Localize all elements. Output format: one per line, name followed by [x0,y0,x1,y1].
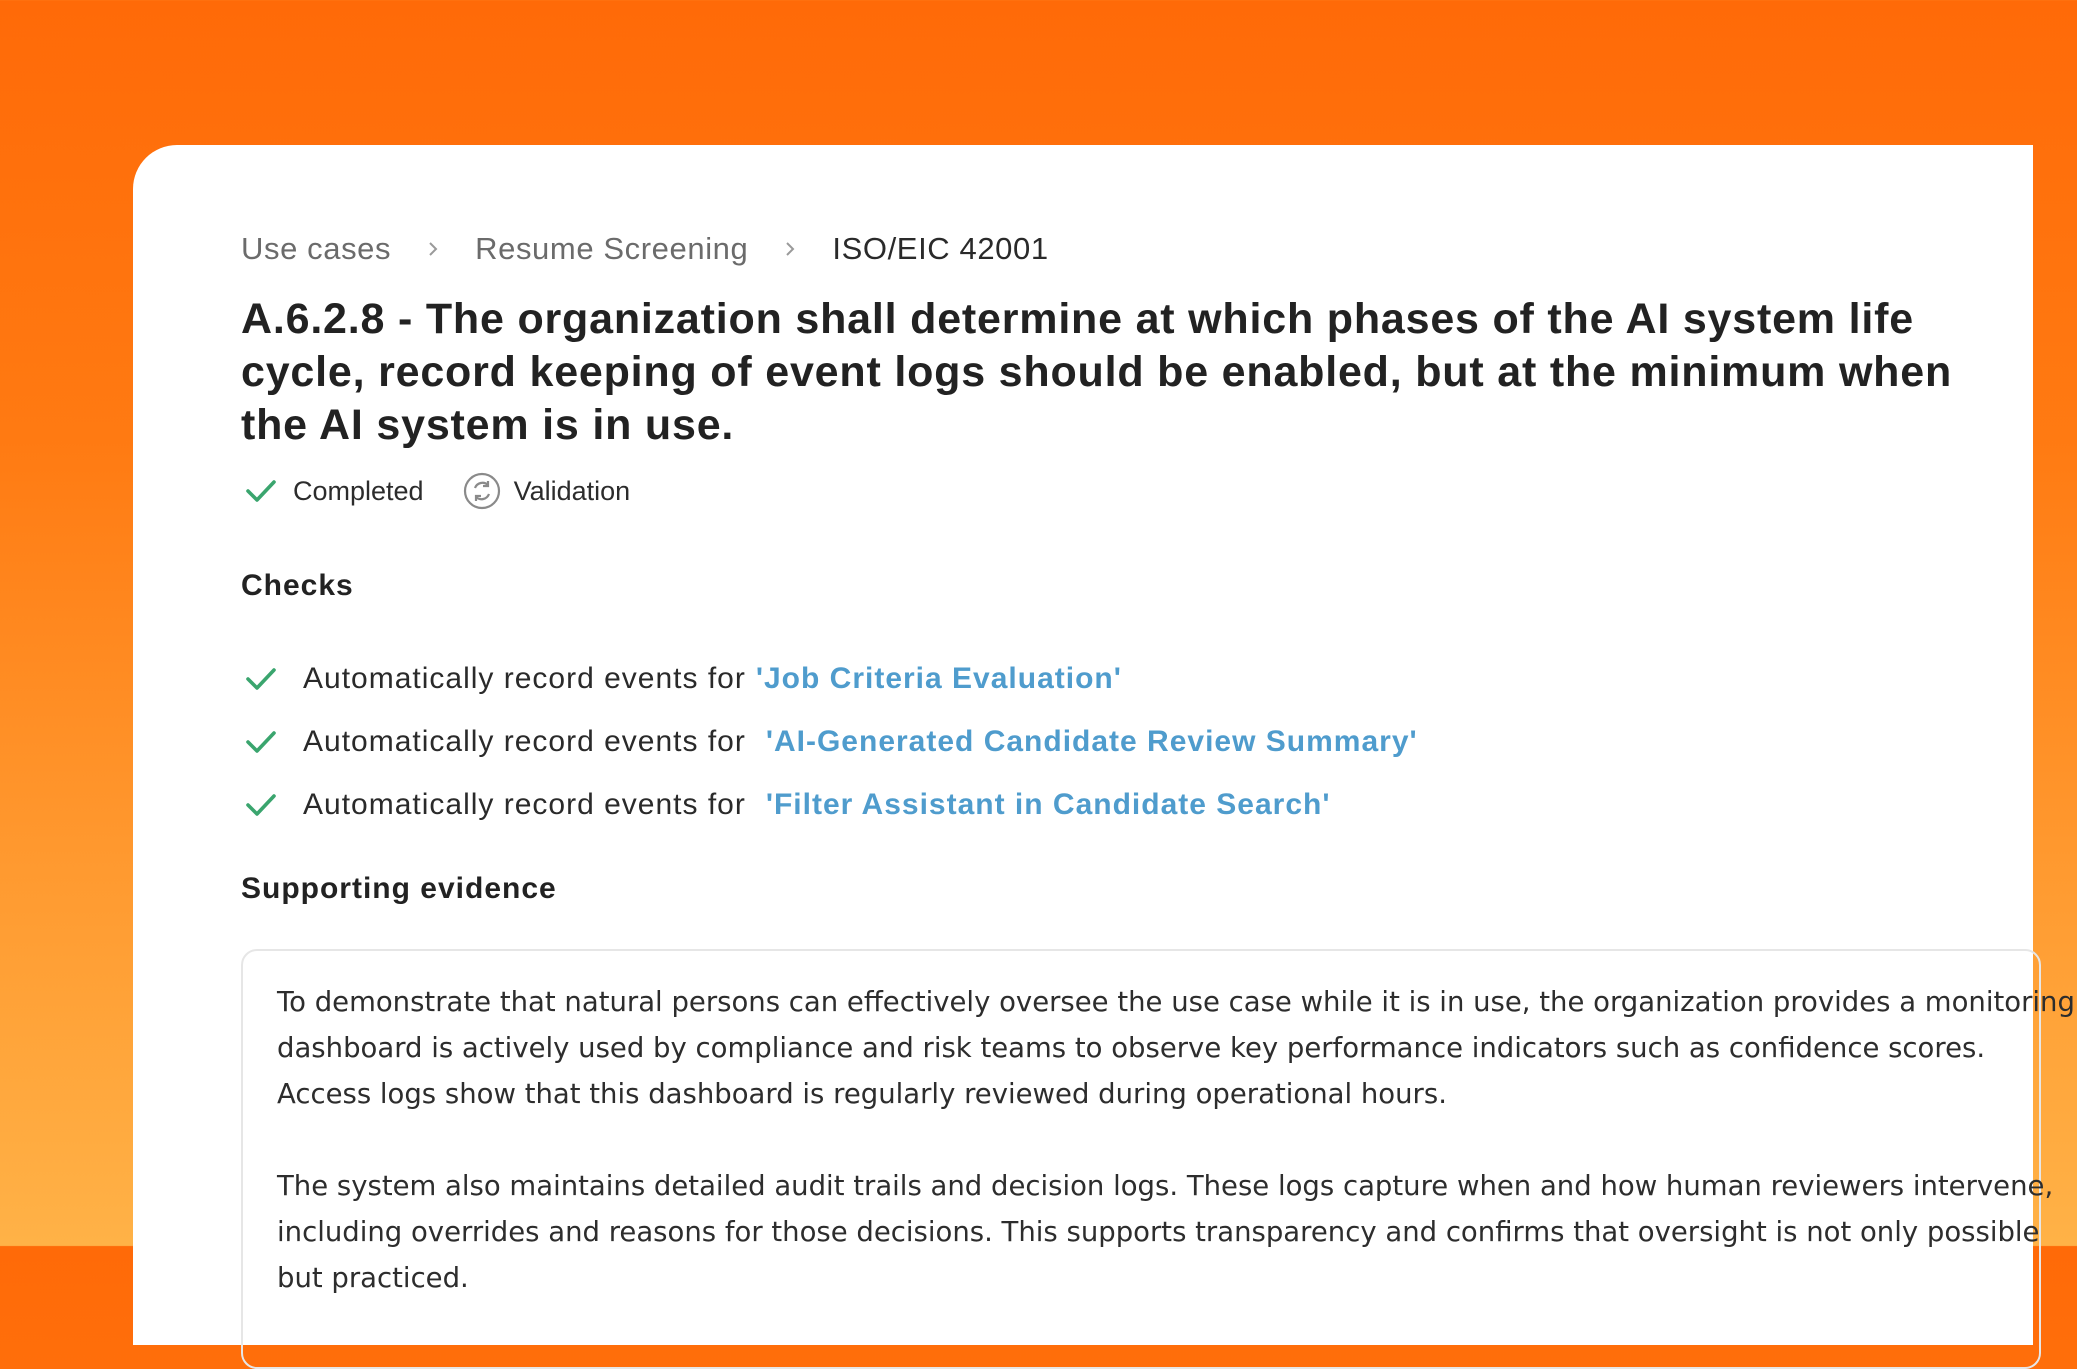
check-item [241,710,1418,773]
status-completed [241,471,424,511]
breadcrumb-item-resume-screening[interactable]: Resume Screening [475,231,749,266]
status-validation [462,471,631,511]
supporting-evidence-box [241,949,2075,1369]
supporting-evidence-heading: Supporting evidence [241,872,557,905]
check-item-text: Automatically record events for [303,724,746,758]
refresh-circle-icon [462,471,502,511]
check-item-link-filter-assistant[interactable]: 'Filter Assistant in Candidate Search' [765,787,1331,821]
status-completed-label: Completed [293,475,424,506]
status-row [241,471,668,511]
evidence-paragraph: To demonstrate that natural persons can effectively oversee the use case while it is in use, the organization provides a monitoring dashboard is actively used by compliance and risk teams to observe key performance indicators such as confidence scores. Access logs show that this dashboard is regularly reviewed during operational hours. [277,986,2075,1110]
breadcrumb-item-current: ISO/EIC 42001 [832,231,1049,266]
checks-list [241,647,1418,836]
check-item [241,773,1418,836]
page-title: A.6.2.8 - The organization shall determine at which phases of the AI system life cycle, record keeping of event logs should be enabled, but at the minimum when the AI system is in use. [241,295,1953,449]
check-item-text: Automatically record events for [303,661,746,695]
check-item-link-job-criteria[interactable]: 'Job Criteria Evaluation' [755,661,1122,695]
checks-heading: Checks [241,569,354,602]
check-item-text: Automatically record events for [303,787,746,821]
breadcrumb [241,231,1049,267]
chevron-right-icon [770,237,810,261]
check-item [241,647,1418,710]
checkmark-icon [241,659,281,699]
chevron-right-icon [413,237,453,261]
evidence-paragraph: The system also maintains detailed audit trails and decision logs. These logs capture when and how human reviewers intervene, including overrides and reasons for those decisions. This supports transparency and confirms that oversight is not only possible but practiced. [277,1170,2054,1294]
status-validation-label: Validation [513,475,631,506]
checkmark-icon [241,785,281,825]
content-card [133,145,2075,1345]
checkmark-icon [241,471,281,511]
check-item-link-ai-summary[interactable]: 'AI-Generated Candidate Review Summary' [765,724,1418,758]
breadcrumb-item-use-cases[interactable]: Use cases [241,231,392,266]
checkmark-icon [241,722,281,762]
